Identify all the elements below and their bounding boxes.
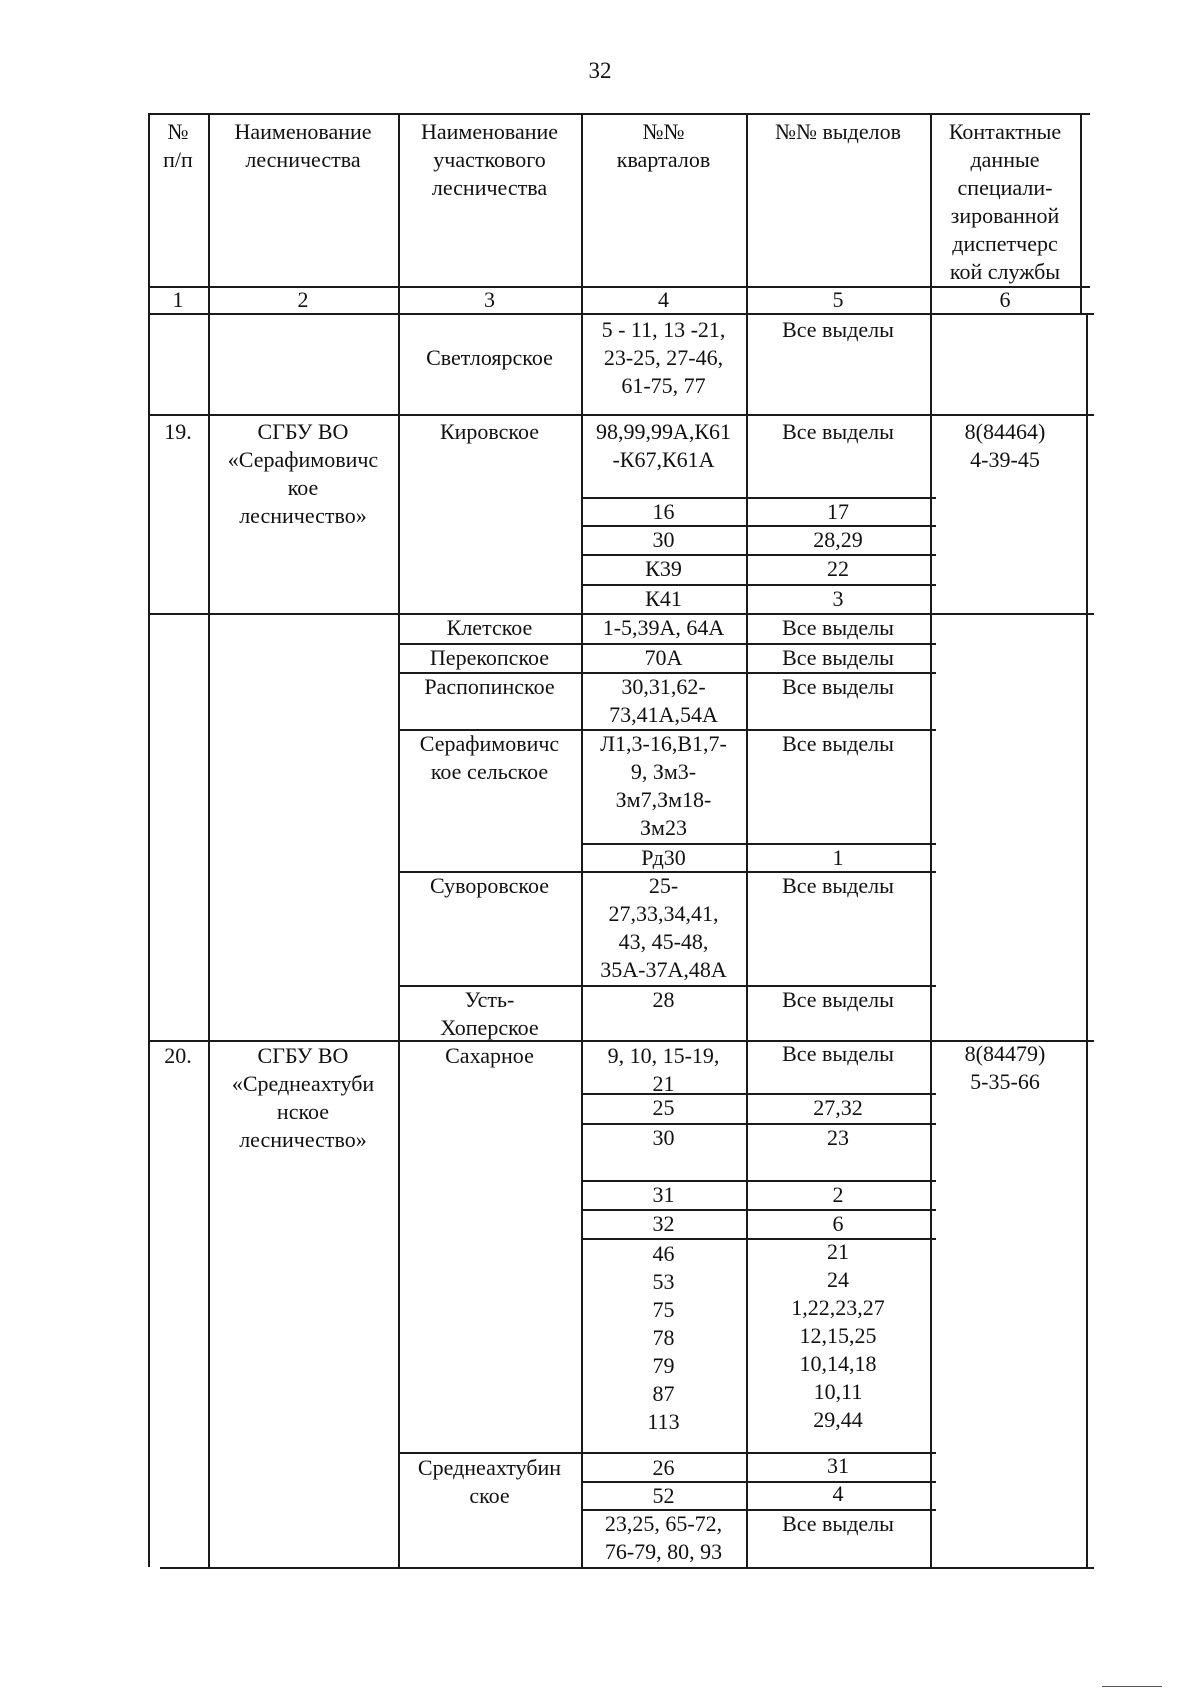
kvartaly-cell: 16 <box>652 499 675 524</box>
kvartaly-cell: Л1,3-16,В1,7- 9, Зм3- Зм7,Зм18- Зм23 <box>600 731 727 840</box>
uchastok-svetloyarskoe: Светлоярское <box>426 345 553 370</box>
uchastok-saharnoe: Сахарное <box>445 1043 534 1068</box>
vydely-cell: Все выделы <box>782 987 894 1012</box>
header-lesnichestvo: Наименование лесничества <box>234 119 372 172</box>
vydely-cell: 23 <box>827 1125 849 1150</box>
vydely-cell: Все выделы <box>782 645 894 670</box>
kvartaly-cell: 9, 10, 15-19, 21 <box>607 1043 720 1096</box>
row19-number: 19. <box>164 419 192 444</box>
row19-contact: 8(84464) 4-39-45 <box>964 419 1046 472</box>
header-contact: Контактные данные специали- зированной диспетчерс кой службы <box>948 119 1062 284</box>
vydely-cell: Все выделы <box>782 419 894 444</box>
row19-top-border <box>148 414 1094 416</box>
kvartaly-cell: 98,99,99А,К61 -К67,К61А <box>595 419 732 472</box>
uchastok-sredneahtubinskoe: Среднеахтубин ское <box>417 1455 562 1508</box>
vydely-cell: 22 <box>827 556 849 581</box>
table-top-border <box>148 113 1090 115</box>
colnum-3: 3 <box>484 287 495 312</box>
uchastok-serafimovichskoe: Серафимовичс кое сельское <box>419 731 560 784</box>
colnum-1: 1 <box>172 287 184 312</box>
kvartaly-cell: 30 <box>652 527 675 552</box>
kvartaly-cell: К39 <box>645 556 682 581</box>
vydely-cell: 21 24 1,22,23,27 12,15,25 10,14,18 10,11 29,44 <box>791 1239 885 1432</box>
header-vydely: №№ выделов <box>775 119 901 144</box>
col-border-3 <box>398 113 400 1567</box>
kvartaly-cell: 70А <box>644 645 683 670</box>
header-uchastok: Наименование участкового лесничества <box>420 119 559 200</box>
kvartaly-cell: 46 53 75 78 79 87 113 <box>647 1241 680 1434</box>
row20-lesnichestvo: СГБУ ВО «Среднеахтуби нское лесничество» <box>231 1043 375 1152</box>
uchastok-raspopinskoe: Распопинское <box>424 674 555 699</box>
edge-mark <box>1102 1686 1162 1687</box>
kvartaly-cell: 52 <box>652 1483 675 1508</box>
col-border-6 <box>930 113 932 1567</box>
kvartaly-cell: 23,25, 65-72, 76-79, 80, 93 <box>604 1511 723 1564</box>
uchastok-perekopskoe: Перекопское <box>429 645 550 670</box>
kvartaly-cell: 25- 27,33,34,41, 43, 45-48, 35А-37А,48А <box>600 873 727 982</box>
vydely-cell: Все выделы <box>782 1511 894 1536</box>
vydely-cell: 6 <box>832 1211 844 1236</box>
kvartaly-cell: 28 <box>652 987 675 1012</box>
colnum-2: 2 <box>297 287 309 312</box>
vydely-cell: Все выделы <box>782 317 894 342</box>
kvartaly-cell: 25 <box>652 1095 675 1120</box>
vydely-cell: Все выделы <box>782 731 894 756</box>
vydely-cell: 31 <box>827 1453 849 1478</box>
vydely-cell: Все выделы <box>782 615 894 640</box>
vydely-cell: 1 <box>832 845 844 870</box>
page-number: 32 <box>588 58 612 83</box>
row20-contact: 8(84479) 5-35-66 <box>964 1041 1046 1094</box>
vydely-cell: Все выделы <box>782 1041 894 1066</box>
colnum-4: 4 <box>658 287 669 312</box>
header-kvartaly: №№ кварталов <box>616 119 711 172</box>
vydely-cell: 28,29 <box>813 527 863 552</box>
vydely-cell: 17 <box>827 499 849 524</box>
kvartaly-cell: 30,31,62- 73,41А,54А <box>609 674 718 727</box>
kvartaly-cell: 30 <box>652 1125 675 1150</box>
colnum-5: 5 <box>832 287 844 312</box>
row19-lesnichestvo: СГБУ ВО «Серафимовичс кое лесничество» <box>227 419 379 528</box>
uchastok-ust-hoperskoe: Усть- Хоперское <box>440 987 539 1040</box>
vydely-cell: 4 <box>832 1481 844 1506</box>
uchastok-kletskoe: Клетское <box>446 615 533 640</box>
table-bottom-border <box>160 1567 1094 1569</box>
col-border-7 <box>1086 313 1088 1567</box>
vydely-cell: Все выделы <box>782 674 894 699</box>
kvartaly-cell: 1-5,39А, 64А <box>602 615 725 640</box>
kvartaly-cell: К41 <box>645 586 682 611</box>
header-num: № п/п <box>163 119 193 172</box>
kvartaly-cell: Рд30 <box>641 845 686 870</box>
col-border-7-header <box>1080 113 1082 313</box>
vydely-cell: Все выделы <box>782 873 894 898</box>
col-border-1 <box>148 113 150 1567</box>
uchastok-kirovskoe: Кировское <box>439 419 540 444</box>
kvartaly-cell: 32 <box>652 1211 675 1236</box>
kvartaly-cell: 26 <box>652 1455 675 1480</box>
colnum-6: 6 <box>999 287 1011 312</box>
col-border-2 <box>208 113 210 1567</box>
kvartaly-cell: 31 <box>652 1182 675 1207</box>
row20-number: 20. <box>164 1043 192 1068</box>
vydely-cell: 2 <box>832 1182 844 1207</box>
uchastok-suvorovskoe: Суворовское <box>430 873 549 898</box>
vydely-cell: 3 <box>832 586 844 611</box>
vydely-cell: 27,32 <box>813 1095 863 1120</box>
kvartaly-cell: 5 - 11, 13 -21, 23-25, 27-46, 61-75, 77 <box>601 317 726 398</box>
